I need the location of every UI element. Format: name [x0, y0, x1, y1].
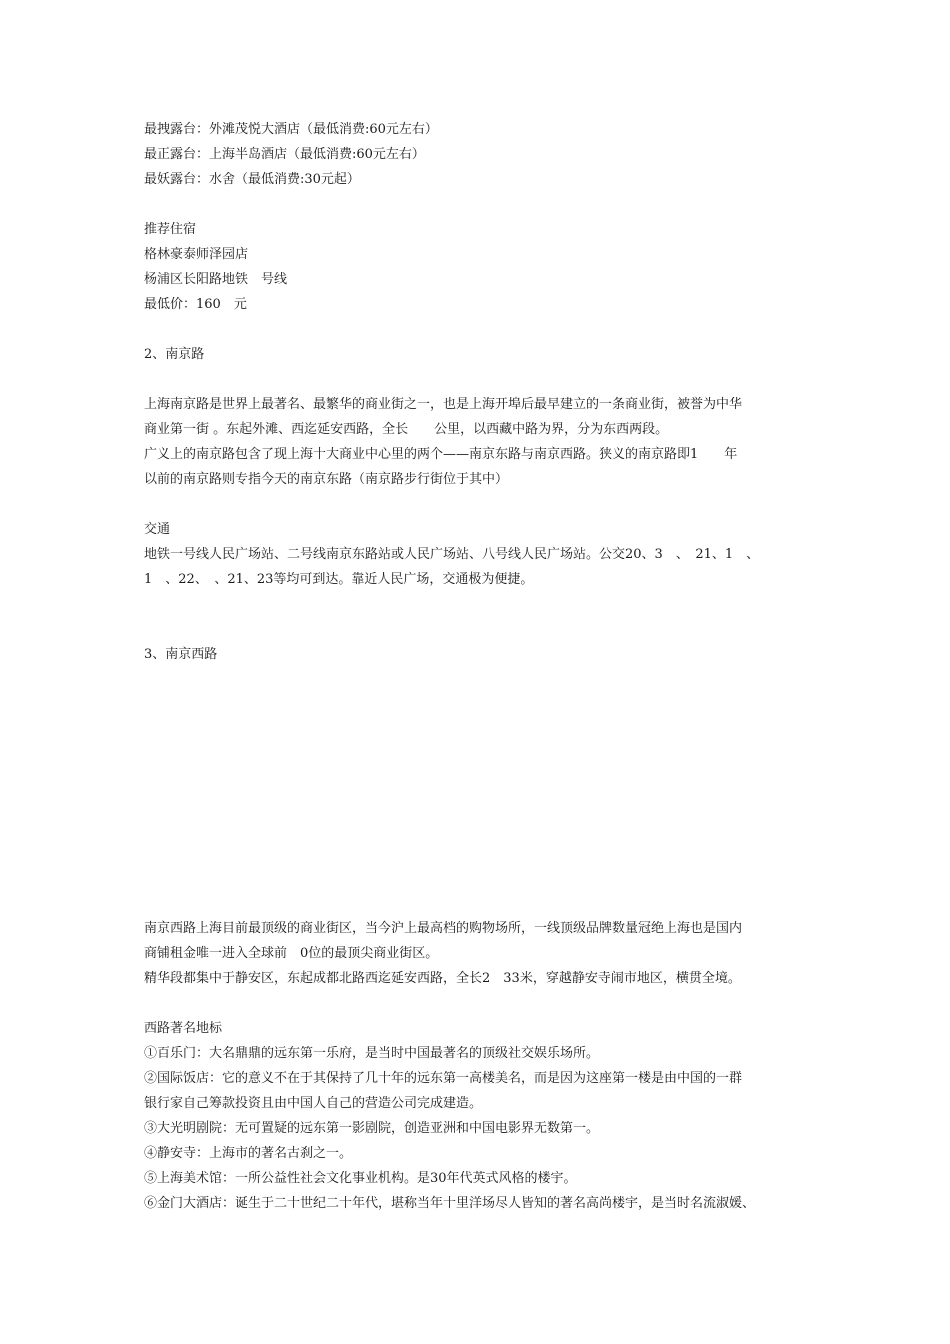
lodging-address: 杨浦区长阳路地铁 号线	[144, 272, 288, 287]
nanjing-road-para2-line1: 广义上的南京路包含了现上海十大商业中心里的两个——南京东路与南京西路。狭义的南京路即1 年	[144, 447, 738, 462]
landmark-item-2-line1: ②国际饭店：它的意义不在于其保持了几十年的远东第一高楼美名，而是因为这座第一楼是由中国的一群	[144, 1071, 743, 1086]
nanjing-road-para1-line2: 商业第一街 。东起外滩、西迄延安西路，全长 公里，以西藏中路为界，分为东西两段。	[144, 422, 669, 437]
landmark-item-3: ③大光明剧院：无可置疑的远东第一影剧院，创造亚洲和中国电影界无数第一。	[144, 1121, 600, 1136]
lodging-hotel: 格林豪泰师泽园店	[144, 247, 249, 262]
terrace-line-1: 最拽露台：外滩茂悦大酒店（最低消费:60元左右）	[144, 122, 438, 137]
nanjing-west-para1-line1: 南京西路上海目前最顶级的商业街区，当今沪上最高档的购物场所，一线顶级品牌数量冠绝上海也是国内	[144, 921, 743, 936]
terrace-line-3: 最妖露台：水舍（最低消费:30元起）	[144, 172, 360, 187]
terrace-line-2: 最正露台：上海半岛酒店（最低消费:60元左右）	[144, 147, 425, 162]
landmark-item-6: ⑥金门大酒店：诞生于二十世纪二十年代，堪称当年十里洋场尽人皆知的著名高尚楼宇，是当时名流淑媛、	[144, 1196, 756, 1211]
nanjing-road-para1-line1: 上海南京路是世界上最著名、最繁华的商业街之一，也是上海开埠后最早建立的一条商业街，被誉为中华	[144, 397, 743, 412]
nanjing-west-para2-line1: 精华段都集中于静安区，东起成都北路西迄延安西路，全长2 33米，穿越静安寺闹市地区，横贯全境。	[144, 971, 741, 986]
landmark-item-5: ⑤上海美术馆：一所公益性社会文化事业机构。是30年代英式风格的楼宇。	[144, 1171, 577, 1186]
transport-line-1: 地铁一号线人民广场站、二号线南京东路站或人民广场站、八号线人民广场站。公交20、3 、 21、1 、	[144, 547, 760, 562]
nanjing-road-heading: 2、南京路	[144, 347, 205, 362]
landmarks-heading: 西路著名地标	[144, 1021, 223, 1036]
transport-heading: 交通	[144, 522, 171, 537]
nanjing-west-heading: 3、南京西路	[144, 647, 218, 662]
lodging-heading: 推荐住宿	[144, 222, 197, 237]
landmark-item-1: ①百乐门：大名鼎鼎的远东第一乐府，是当时中国最著名的顶级社交娱乐场所。	[144, 1046, 600, 1061]
landmark-item-4: ④静安寺：上海市的著名古刹之一。	[144, 1146, 353, 1161]
lodging-price: 最低价：160 元	[144, 297, 247, 312]
nanjing-road-para2-line2: 以前的南京路则专指今天的南京东路（南京路步行街位于其中）	[144, 472, 509, 487]
transport-line-2: 1 、22、 、21、23等均可到达。靠近人民广场，交通极为便捷。	[144, 572, 534, 587]
nanjing-west-para1-line2: 商铺租金唯一进入全球前 0位的最顶尖商业街区。	[144, 946, 439, 961]
landmark-item-2-line2: 银行家自己筹款投资且由中国人自己的营造公司完成建造。	[144, 1096, 483, 1111]
